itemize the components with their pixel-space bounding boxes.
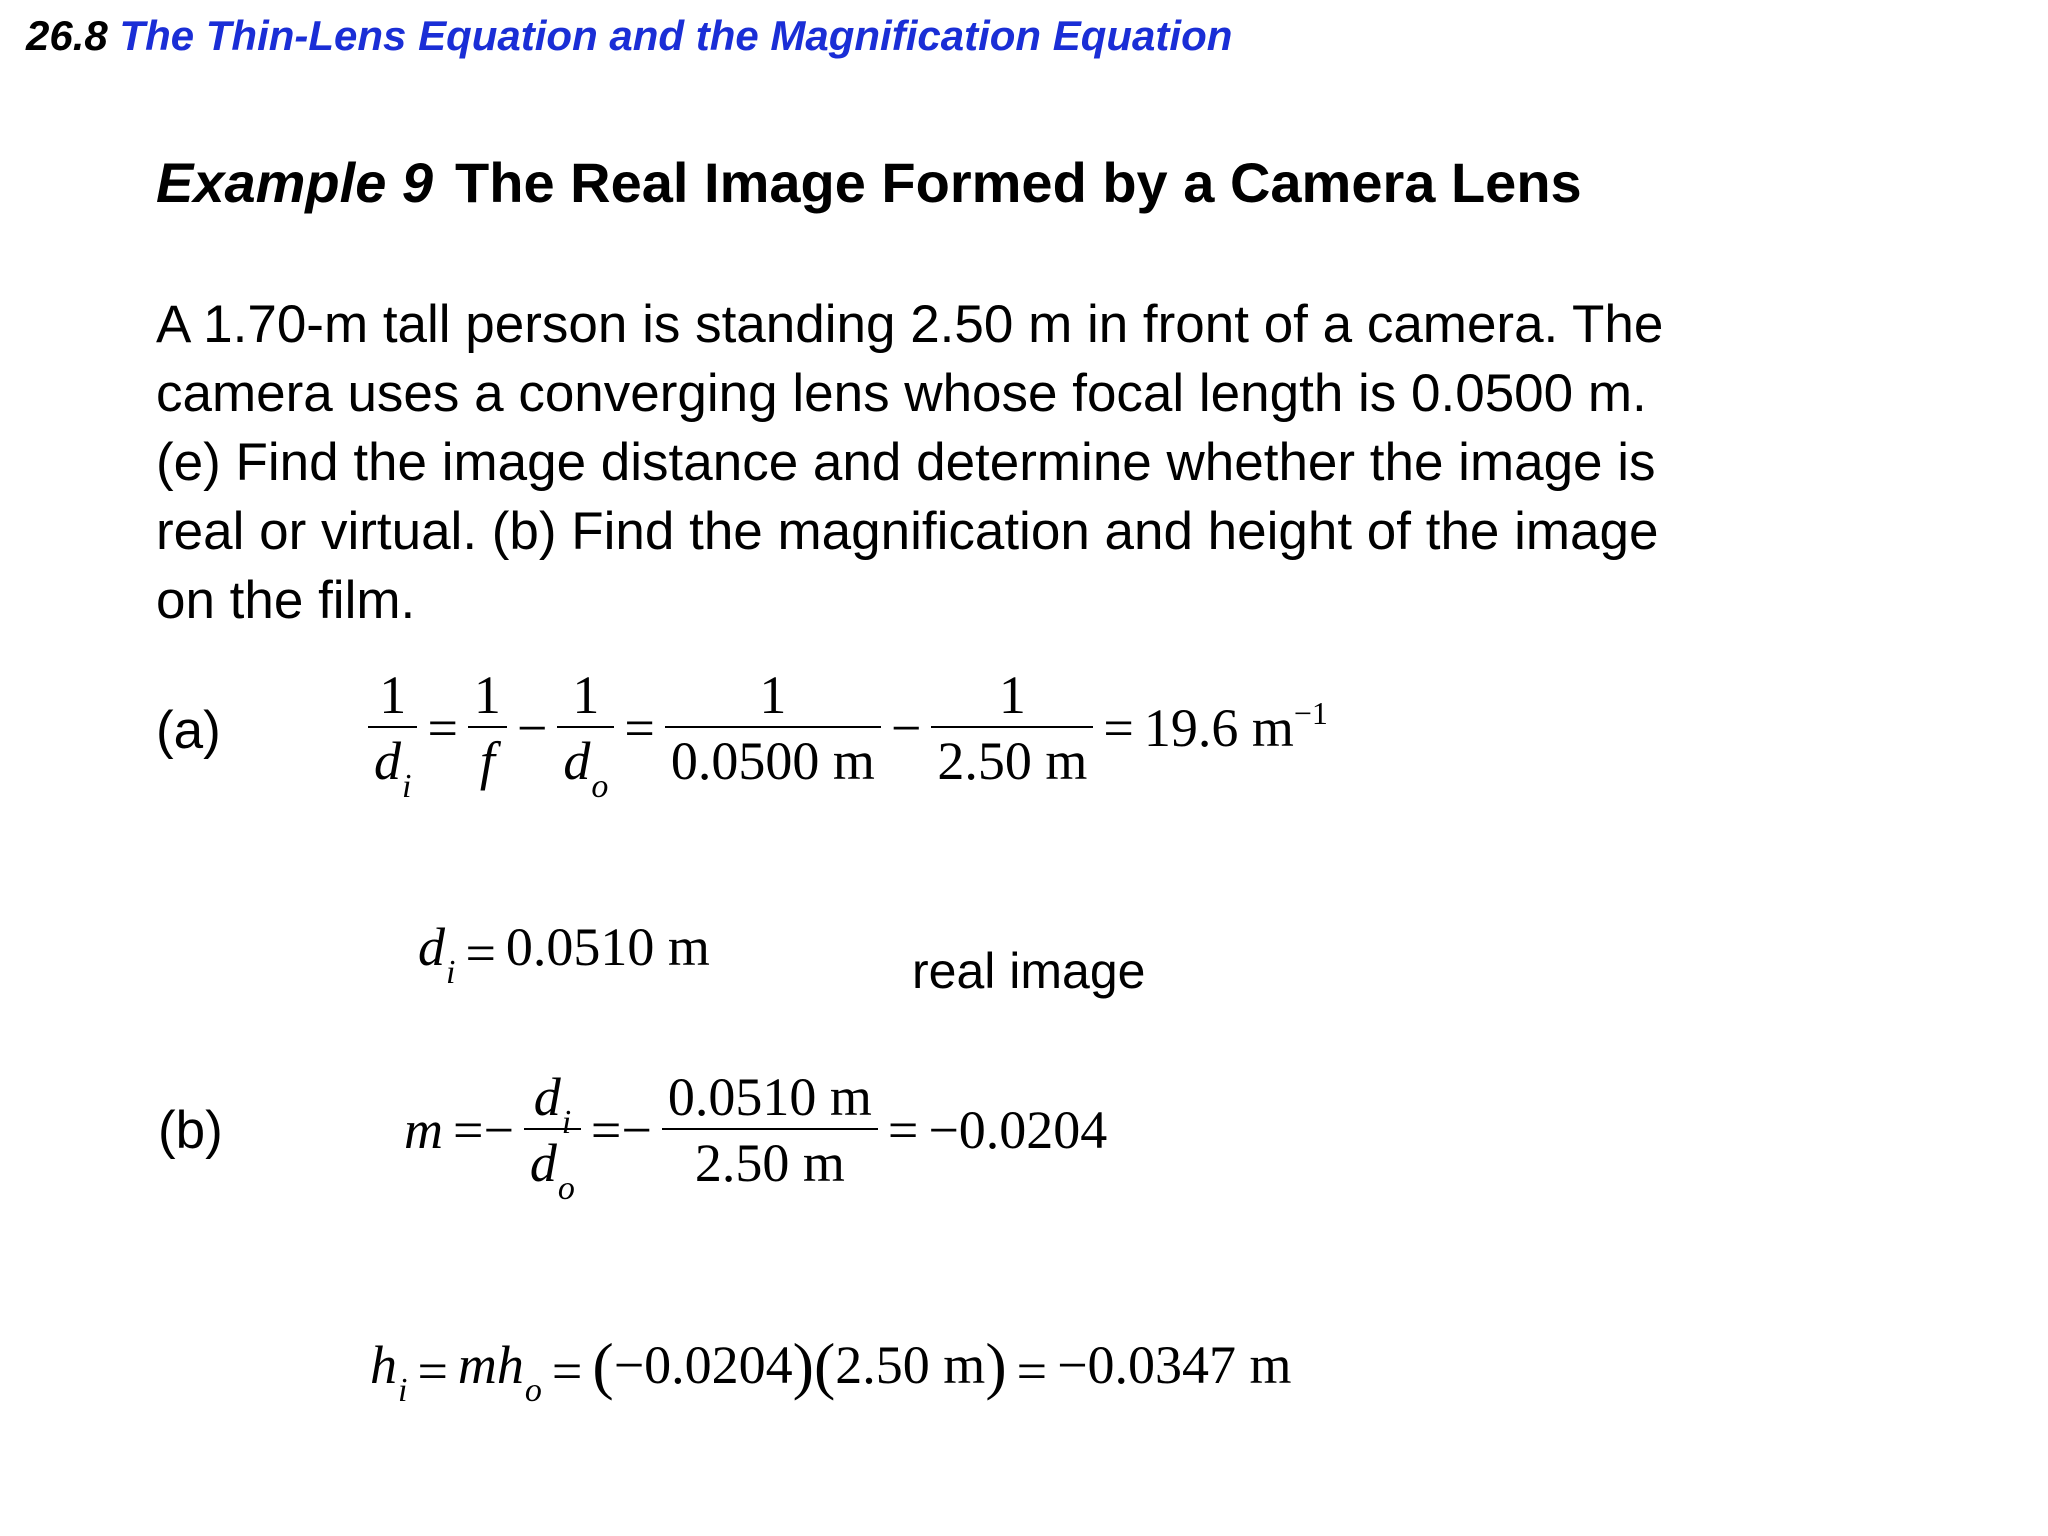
fraction-di-over-do: $\frac{d_i}{d_o}$	[524, 1070, 581, 1190]
fraction-one-over-object-distance: $\frac{1}{2.50 m}$	[931, 668, 1093, 788]
problem-line: A 1.70-m tall person is standing 2.50 m in front of a camera. The	[156, 295, 1664, 354]
problem-line: (e) Find the image distance and determine whether the image is	[156, 433, 1656, 492]
problem-statement	[156, 290, 1856, 635]
example-title: The Real Image Formed by a Camera Lens	[455, 151, 1582, 214]
problem-line: on the film.	[156, 571, 416, 630]
part-b-label: (b)	[158, 1101, 223, 1160]
section-title: The Thin-Lens Equation and the Magnification Equation	[119, 12, 1233, 59]
image-distance-result: $d_i = 0.0510$ m	[418, 917, 710, 991]
fraction-one-over-di: $\frac{1}{d_i}$	[368, 668, 417, 788]
fraction-one-over-do: $\frac{1}{d_o}$	[557, 668, 614, 788]
problem-line: real or virtual. (b) Find the magnification and height of the image	[156, 502, 1659, 561]
image-height-equation: $h_i = mh_o = (-0.0204)(2.50$ m) = −0.0347 m	[370, 1330, 1292, 1409]
example-heading	[156, 150, 1582, 215]
slide-header	[26, 12, 1232, 60]
fraction-distance-values: $\frac{0.0510 m}{2.50 m}$	[662, 1070, 878, 1190]
magnification-equation: m =− $\frac{d_i}{d_o}$ =− $\frac{0.0510 m}{2.50 m}$ = −0.0204	[404, 1067, 1108, 1207]
thin-lens-equation: $\frac{1}{d_i}$ = $\frac{1}{f}$ − $\frac{1}{d_o}$ = $\frac{1}{0.0500 m}$ − $\frac{1}{2.50 m}$ = 19.6 $m^{-1}$	[368, 668, 1328, 788]
image-height-result: −0.0347 m	[1057, 1335, 1292, 1395]
part-a-label: (a)	[156, 701, 221, 760]
fraction-one-over-f: $\frac{1}{f}$	[468, 668, 507, 788]
inverse-image-distance: 19.6 $m^{-1}$	[1143, 695, 1328, 758]
problem-line: camera uses a converging lens whose focal length is 0.0500 m.	[156, 364, 1647, 423]
magnification-result: −0.0204	[928, 1100, 1108, 1160]
real-image-note: real image	[912, 943, 1146, 999]
fraction-one-over-focal: $\frac{1}{0.0500 m}$	[665, 668, 881, 788]
section-number: 26.8	[26, 12, 108, 59]
example-label: Example 9	[156, 151, 434, 214]
